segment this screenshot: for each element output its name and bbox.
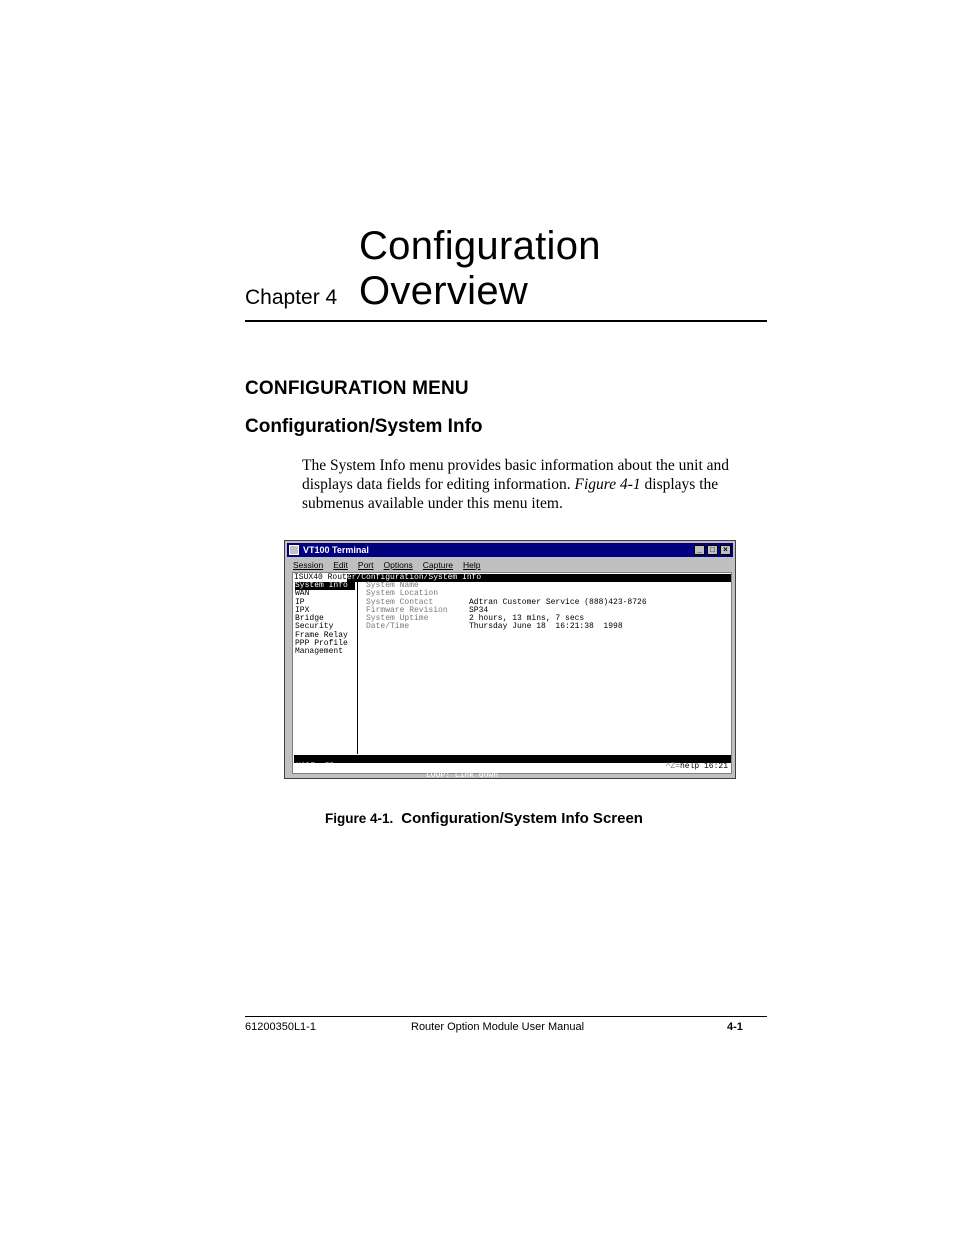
window-menubar	[287, 559, 733, 571]
minimize-button[interactable]: _	[694, 545, 705, 555]
menu-help[interactable]: Help	[463, 560, 481, 570]
field-value[interactable]: SP34	[469, 605, 489, 615]
status-rate: RATE: Idle	[578, 778, 627, 788]
field-value[interactable]: 2 hours, 13 mins, 7 secs	[469, 614, 585, 624]
path-prefix: ISUX40 Rout	[294, 573, 347, 582]
menu-port[interactable]: Port	[357, 560, 374, 570]
status-loop: LOOP: Link down	[426, 770, 499, 780]
field-label: System Uptime	[366, 614, 429, 624]
subsection-title: Configuration/System Info	[245, 416, 483, 437]
field-label: Date/Time	[366, 622, 410, 632]
terminal-menu-item-bridge[interactable]: Bridge	[295, 614, 324, 624]
system-info-fields	[366, 581, 647, 632]
footer-rule	[245, 1016, 767, 1017]
figure-caption-number: Figure 4-1.	[325, 811, 394, 826]
section-title: CONFIGURATION MENU	[245, 378, 469, 399]
menu-edit[interactable]: Edit	[333, 560, 348, 570]
figure-reference: Figure 4-1	[574, 476, 641, 493]
figure-caption-title: Configuration/System Info Screen	[401, 810, 643, 827]
figure-caption	[325, 810, 643, 827]
terminal-menu-item-system-info[interactable]: System Info	[295, 582, 355, 590]
maximize-button[interactable]: □	[707, 545, 718, 555]
chapter-heading	[245, 224, 767, 322]
status-mode: MODE: IP	[296, 762, 335, 772]
footer-page-number: 4-1	[727, 1021, 743, 1033]
terminal-menu-item-frame-relay[interactable]: Frame Relay	[295, 630, 348, 640]
menu-options[interactable]: Options	[383, 560, 413, 570]
terminal-menu-item-wan[interactable]: WAN	[295, 589, 310, 599]
window-titlebar	[287, 543, 733, 557]
footer-manual-title: Router Option Module User Manual	[411, 1021, 585, 1033]
path-rest: er/Configuration/System Info	[346, 573, 482, 582]
terminal-window-figure	[284, 540, 736, 788]
help-key: ^Z=	[665, 762, 680, 771]
terminal-menu-item-ipx[interactable]: IPX	[295, 605, 310, 615]
menu-session[interactable]: Session	[293, 560, 324, 570]
body-paragraph	[302, 456, 772, 513]
body-text-after: displays the submenus available under this menu item.	[302, 476, 719, 512]
terminal-menu-item-management[interactable]: Management	[295, 647, 344, 657]
menu-path-bar	[294, 574, 731, 582]
menu-capture[interactable]: Capture	[422, 560, 454, 570]
help-text: help 16:21	[679, 762, 728, 771]
footer-doc-number: 61200350L1-1	[245, 1021, 316, 1033]
field-label: System Name	[366, 581, 419, 590]
chapter-label: Chapter 4	[245, 286, 338, 309]
field-value[interactable]: Thursday June 18 16:21:38 1998	[469, 622, 623, 632]
terminal-menu-item-ppp-profile[interactable]: PPP Profile	[295, 639, 348, 649]
field-value[interactable]: Adtran Customer Service (888)423-8726	[469, 597, 647, 607]
field-label: System Location	[366, 589, 439, 599]
terminal-app-icon	[289, 545, 299, 555]
field-label: Firmware Revision	[366, 605, 448, 615]
body-text-before: The System Info menu provides basic information about the unit and displays data fields for editing information.	[302, 457, 730, 493]
terminal-left-menu	[295, 582, 358, 754]
chapter-title: Configuration Overview	[359, 224, 601, 313]
window-title: VT100 Terminal	[303, 545, 369, 555]
terminal-screen	[292, 572, 732, 788]
field-row	[366, 622, 623, 632]
terminal-menu-item-ip[interactable]: IP	[295, 597, 305, 607]
help-hint	[666, 763, 728, 771]
close-button[interactable]: ×	[720, 545, 731, 555]
field-label: System Contact	[366, 597, 434, 607]
terminal-menu-item-security[interactable]: Security	[295, 622, 334, 632]
